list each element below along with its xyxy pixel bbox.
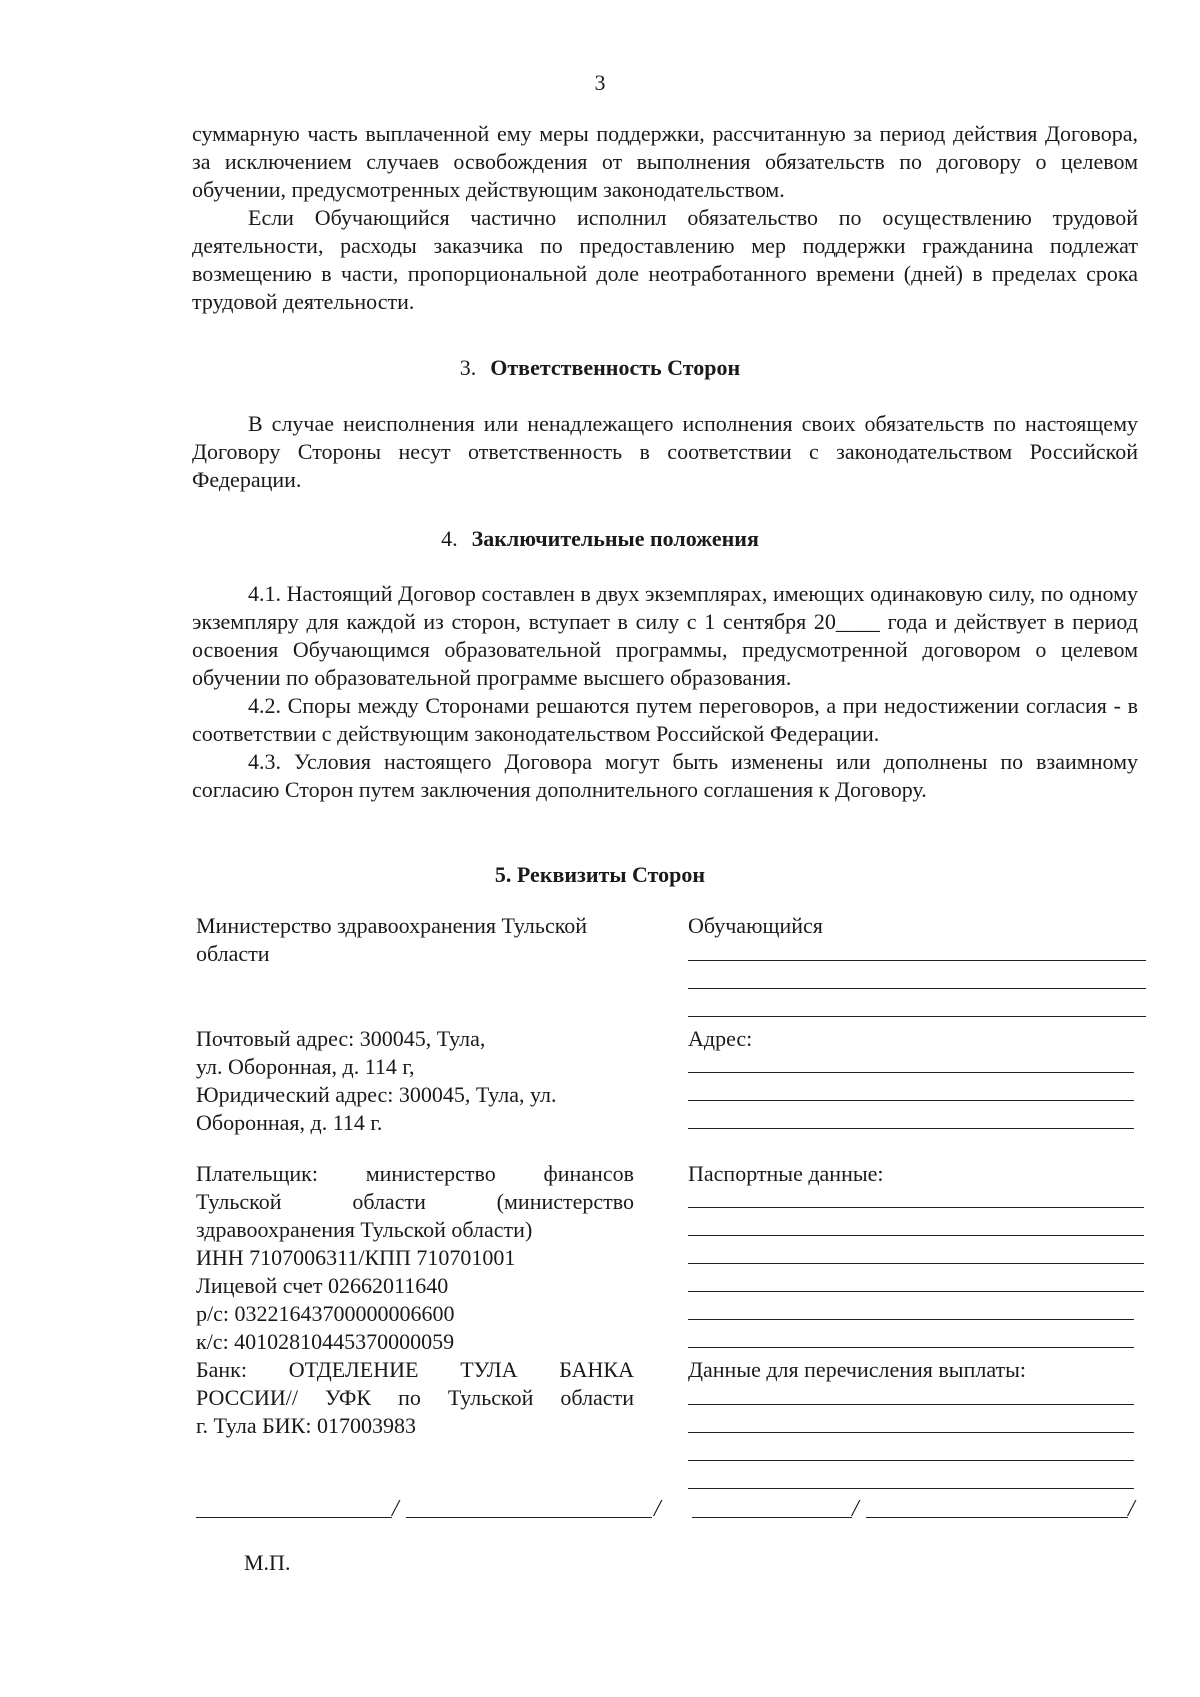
section-4-title: Заключительные положения — [471, 526, 759, 551]
intro-paragraph-2: Если Обучающийся частично исполнил обязательство по осуществлению трудовой деятельности, расходы заказчика по предоставлению мер поддержки гражданина подлежат возмещению в части, пропорциональной доле неотработанного времени (дней) в пределах срока трудовой деятельности. — [192, 205, 1138, 314]
ministry-name-line-1: Министерство здравоохранения Тульской — [196, 913, 588, 938]
section-4-body — [192, 580, 1138, 804]
signature-separator-slash: / — [392, 1496, 399, 1522]
bank-line-1: Банк: ОТДЕЛЕНИЕ ТУЛА БАНКА — [196, 1357, 634, 1382]
inn-kpp: ИНН 7107006311/КПП 710701001 — [196, 1245, 516, 1270]
passport-blank-1 — [688, 1207, 1144, 1208]
signature-separator-slash: / — [1128, 1496, 1135, 1522]
section-3-heading — [0, 355, 1200, 381]
legal-address-line-1: Юридический адрес: 300045, Тула, ул. — [196, 1082, 557, 1107]
stamp-place-label: М.П. — [244, 1550, 291, 1575]
bank-line-3: г. Тула БИК: 017003983 — [196, 1413, 416, 1438]
intro-block — [192, 120, 1138, 316]
payment-blank-1 — [688, 1404, 1134, 1405]
personal-account: Лицевой счет 02662011640 — [196, 1273, 449, 1298]
passport-blank-2 — [688, 1235, 1144, 1236]
payment-blank-3 — [688, 1460, 1134, 1461]
student-signature-line — [692, 1517, 852, 1518]
payer-line-2: Тульской области (министерство — [196, 1189, 634, 1214]
page-number: 3 — [594, 70, 606, 95]
payer-details — [196, 1160, 634, 1440]
settlement-account: р/с: 03221643700000006600 — [196, 1301, 455, 1326]
payment-blank-2 — [688, 1432, 1134, 1433]
payer-line-3: здравоохранения Тульской области) — [196, 1217, 533, 1242]
section-3-number: 3. — [459, 355, 477, 380]
signature-separator-slash: / — [852, 1496, 859, 1522]
postal-address-line-2: ул. Оборонная, д. 114 г, — [196, 1054, 415, 1079]
postal-address-line-1: Почтовый адрес: 300045, Тула, — [196, 1026, 486, 1051]
student-address-blank-3 — [688, 1128, 1134, 1129]
section-3-body — [192, 410, 1138, 494]
section-4-heading — [0, 526, 1200, 552]
section-4-paragraph-2: 4.2. Споры между Сторонами решаются путем переговоров, а при недостижении согласия - в соответствии с действующим законодательством Российской Федерации. — [192, 693, 1138, 746]
passport-blank-3 — [688, 1263, 1144, 1264]
ministry-address — [196, 1025, 634, 1137]
correspondent-account: к/с: 40102810445370000059 — [196, 1329, 455, 1354]
section-4-number: 4. — [441, 526, 458, 551]
section-3-title: Ответственность Сторон — [490, 355, 741, 380]
section-5-heading: 5. Реквизиты Сторон — [494, 862, 706, 887]
student-address-blank-2 — [688, 1100, 1134, 1101]
student-address-blank-1 — [688, 1072, 1134, 1073]
student-name-blank-1 — [688, 960, 1146, 961]
student-name-blank-2 — [688, 988, 1146, 989]
payment-blank-4 — [688, 1488, 1134, 1489]
section-3-paragraph: В случае неисполнения или ненадлежащего исполнения своих обязательств по настоящему Договору Стороны несут ответственность в соответствии с законодательством Российской Федерации. — [192, 411, 1138, 492]
payment-details-label: Данные для перечисления выплаты: — [688, 1357, 1027, 1382]
student-address-label: Адрес: — [688, 1026, 753, 1051]
student-name-line — [866, 1517, 1128, 1518]
section-4-paragraph-3: 4.3. Условия настоящего Договора могут быть изменены или дополнены по взаимному согласию Сторон путем заключения дополнительного соглашения к Договору. — [192, 749, 1138, 802]
student-name-blank-3 — [688, 1016, 1146, 1017]
intro-paragraph-1: суммарную часть выплаченной ему меры поддержки, рассчитанную за период действия Договора, за исключением случаев освобождения от выполнения обязательств по договору о целевом обучении, предусмотренных действующим законодательством. — [192, 121, 1138, 202]
bank-line-2: РОССИИ// УФК по Тульской области — [196, 1385, 634, 1410]
student-label: Обучающийся — [688, 913, 823, 938]
passport-blank-4 — [688, 1291, 1144, 1292]
ministry-signatory-name-line — [406, 1517, 652, 1518]
legal-address-line-2: Оборонная, д. 114 г. — [196, 1110, 383, 1135]
ministry-signature-line — [196, 1517, 392, 1518]
signature-separator-slash: / — [654, 1496, 661, 1522]
passport-blank-6 — [688, 1347, 1134, 1348]
ministry-name-line-2: области — [196, 941, 270, 966]
ministry-name — [196, 912, 634, 968]
passport-blank-5 — [688, 1319, 1134, 1320]
payer-line-1: Плательщик: министерство финансов — [196, 1161, 634, 1186]
section-4-paragraph-1: 4.1. Настоящий Договор составлен в двух экземплярах, имеющих одинаковую силу, по одному экземпляру для каждой из сторон, вступает в силу с 1 сентября 20____ года и действует в период освоения Обучающимся образовательной программы, предусмотренной договором о целевом обучении по образовательной программе высшего образования. — [192, 581, 1138, 690]
passport-label: Паспортные данные: — [688, 1161, 884, 1186]
